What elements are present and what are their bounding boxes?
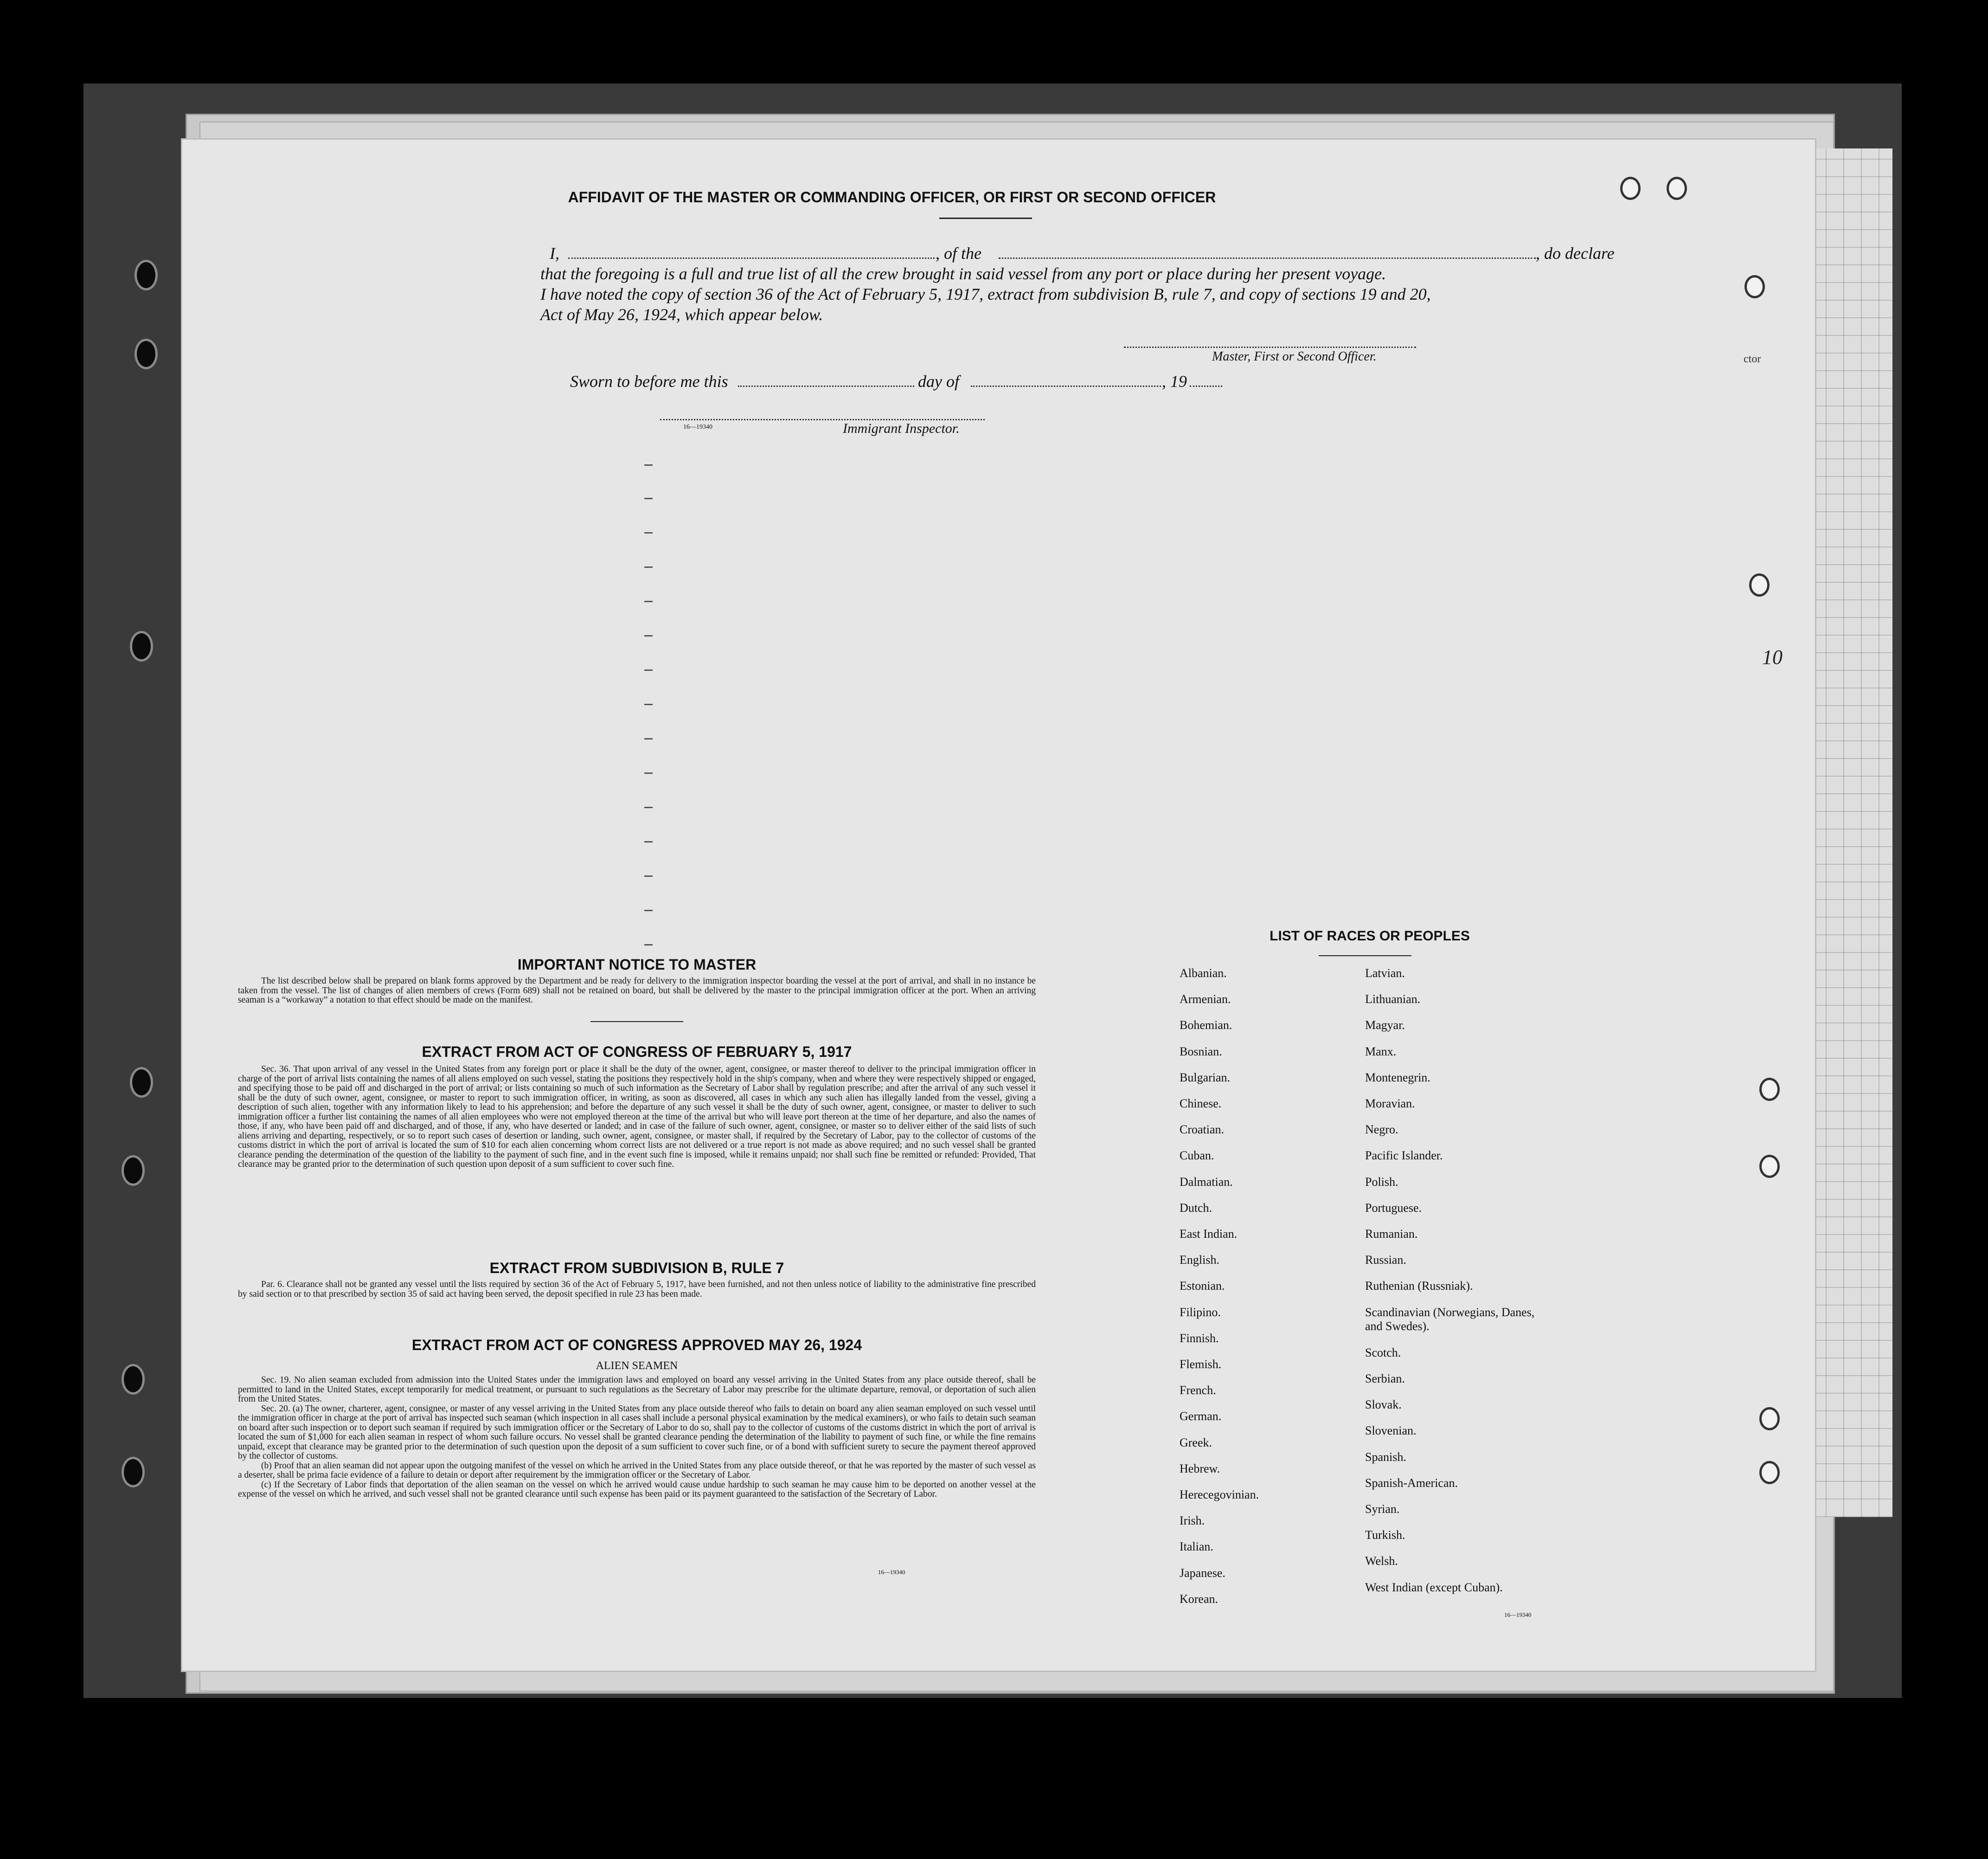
sheet-punch-hole	[1759, 1155, 1780, 1178]
race-item: German.	[1180, 1409, 1222, 1423]
notice-rule	[590, 1021, 683, 1022]
race-item: English.	[1180, 1253, 1219, 1267]
ghost-dash	[644, 464, 653, 466]
par-6-paragraph: Par. 6. Clearance shall not be granted any vessel until the lists required by section 36 of the Act of February 5, 1917, have been furnished, and not then unless notice of liability to the administrative fine prescribed by said section or to that prescribed by section 35 of said act having been served, the deposit specified in rule 23 has been made.	[238, 1280, 1036, 1299]
binder-hole	[130, 631, 153, 662]
race-item: Magyar.	[1365, 1018, 1405, 1032]
year-prefix: , 19	[1162, 372, 1187, 391]
sec-19-paragraph: Sec. 19. No alien seaman excluded from admission into the United States under the immigration laws and employed on board any vessel arriving in the United States from any place outside thereof, shall be permitted to land in the United States, except temporarily for medical treatment, or pursuant to such regulations as the Secretary of Labor may prescribe for the ultimate departure, removal, or deportation of such alien from the United States.	[238, 1375, 1036, 1404]
affidavit-title: AFFIDAVIT OF THE MASTER OR COMMANDING OFFICER, OR FIRST OR SECOND OFFICER	[568, 189, 1216, 206]
ghost-dash	[644, 772, 653, 774]
race-item: Italian.	[1180, 1540, 1213, 1554]
section-36-paragraph: Sec. 36. That upon arrival of any vessel in the United States from any foreign port or place it shall be the duty of the owner, agent, consignee, or master thereof to deliver to the principal immigration officer in charge of the port of arrival lists containing the names of all aliens employed on such vessel, stating the positions they respectively hold in the ship's company, when and where they were respectively shipped or engaged, and specifying those to be paid off and discharged in the port of arrival; or lists containing so much of such information as the Secretary of Labor shall by regulation prescribe; and after the arrival of any such vessel it shall be the duty of such owner, agent, consignee, or master to report to such immigration officer, in writing, as soon as discovered, all cases in which any such alien has illegally landed from the vessel, giving a description of such alien, together with any information likely to lead to his apprehension; and before the departure of any such vessel it shall be the duty of such owner, agent, consignee, or master to deliver to such immigration officer a further list containing the names of all alien employees who were not employed thereon at the time of the arrival but who will leave port thereon at the time of her departure, and also the names of those, if any, who have been paid off and discharged, and of those, if any, who have deserted or landed; and in case of the failure of such owner, agent, consignee, or master so to deliver either of the said lists of such aliens arriving and departing, respectively, or so to report such cases of desertion or landing, such owner, agent, consignee, or master shall, if required by the Secretary of Labor, pay to the collector of customs of the customs district in which the port of arrival is located the sum of $10 for each alien concerning whom correct lists are not delivered or a true report is not made as above required; and no such vessel shall be granted clearance pending the determination of the question of the liability to the payment of such fine, and in the event such fine is imposed, while it remains unpaid; nor shall such fine be remitted or refunded: Provided, That clearance may be granted prior to the determination of such question upon deposit of a sum sufficient to cover such fine.	[238, 1064, 1036, 1169]
notice-title: IMPORTANT NOTICE TO MASTER	[517, 956, 757, 973]
rule7-title: EXTRACT FROM SUBDIVISION B, RULE 7	[489, 1260, 784, 1276]
sworn-year-blank	[1190, 386, 1222, 387]
race-item: Polish.	[1365, 1175, 1398, 1189]
master-signature-blank	[1124, 347, 1416, 348]
sec-20c-paragraph: (c) If the Secretary of Labor finds that deportation of the alien seaman on the vessel on which he arrived would cause undue hardship to such seaman he may cause him to be deported on another vessel at the expense of the vessel on which he arrived, and such vessel shall not be granted clearance until such expense has been paid or its payment guaranteed to the satisfaction of the Secretary of Labor.	[238, 1479, 1036, 1499]
ghost-dash	[644, 601, 653, 602]
title-rule	[939, 218, 1032, 219]
binder-hole	[135, 339, 158, 369]
race-item: French.	[1180, 1383, 1216, 1397]
race-item: Dalmatian.	[1180, 1175, 1233, 1189]
binder-hole	[122, 1155, 145, 1186]
ghost-dash	[644, 635, 653, 637]
ghost-dash	[644, 738, 653, 740]
race-item: Latvian.	[1365, 966, 1405, 980]
race-item: Montenegrin.	[1365, 1070, 1430, 1084]
race-item: Syrian.	[1365, 1502, 1400, 1516]
race-item: Negro.	[1365, 1123, 1398, 1137]
sworn-month-blank	[971, 386, 1161, 387]
race-item: Moravian.	[1365, 1097, 1415, 1110]
sheet-punch-hole	[1749, 573, 1770, 597]
sheet-punch-hole	[1744, 275, 1765, 298]
race-item: East Indian.	[1180, 1227, 1238, 1241]
race-item: Japanese.	[1180, 1566, 1225, 1580]
sec-20a-paragraph: Sec. 20. (a) The owner, charterer, agent, consignee, or master of any vessel arriving in the United States from any place outside thereof who fails to detain on board any alien seaman employed on such vessel until the immigration officer in charge at the port of arrival has inspected such seaman (which inspection in all cases shall include a personal physical examination by the medical examiners), or who fails to detain such seaman on board after such inspection or to deport such seaman if required by such immigration officer or the Secretary of Labor to do so, shall pay to the collector of customs of the customs district in which the port of arrival is located the sum of $1,000 for each alien seaman in respect of whom such failure occurs. No vessel shall be granted clearance pending the determination of the liability to payment of such fine, or while the fine remains unpaid, except that clearance may be granted prior to the determination of such question upon the deposit of a sum sufficient to cover such fine, or of a bond with sufficient surety to secure the payment thereof approved by the collector of customs.	[238, 1403, 1036, 1461]
race-item: Bohemian.	[1180, 1018, 1232, 1032]
races-title: LIST OF RACES OR PEOPLES	[1270, 928, 1470, 944]
race-item: Spanish.	[1365, 1450, 1406, 1464]
race-item: Hebrew.	[1180, 1461, 1220, 1475]
notice-paragraph: The list described below shall be prepared on blank forms approved by the Department and be ready for delivery to the immigration inspector boarding the vessel at the port of arrival, and shall in no instance be taken from the vessel. The list of changes of alien members of crews (Form 689) shall not be retained on board, but shall be delivered by the master to the principal immigration officer at the port. When an arriving seaman is a “workaway” a notation to that effect should be made on the manifest.	[238, 976, 1036, 1005]
race-item: Serbian.	[1365, 1371, 1405, 1385]
race-item: Chinese.	[1180, 1097, 1222, 1110]
race-item: Herecegovinian.	[1180, 1488, 1259, 1501]
form-number: 16—19340	[683, 424, 712, 431]
ghost-dash	[644, 944, 653, 946]
race-item: Welsh.	[1365, 1554, 1398, 1568]
sec-20b-paragraph: (b) Proof that an alien seaman did not appear upon the outgoing manifest of the vessel on which he arrived in the United States from any place outside thereof, or that he was reported by the master of such vessel as a deserter, shall be prima facie evidence of a failure to detain or deport after requirement by the immigration officer or the Secretary of Labor.	[238, 1460, 1036, 1480]
master-signature-label: Master, First or Second Officer.	[1212, 349, 1377, 364]
race-item: Bulgarian.	[1180, 1070, 1231, 1084]
extract-1917-title: EXTRACT FROM ACT OF CONGRESS OF FEBRUARY 5, 1917	[422, 1043, 852, 1060]
race-item: Albanian.	[1180, 966, 1227, 980]
rule7-body	[238, 1280, 1036, 1299]
race-item: Greek.	[1180, 1435, 1212, 1449]
race-item: West Indian (except Cuban).	[1365, 1580, 1503, 1594]
extract-1924-body	[238, 1376, 1036, 1499]
race-item: Pacific Islander.	[1365, 1149, 1443, 1163]
binder-hole	[122, 1364, 145, 1395]
sworn-day-blank	[738, 386, 914, 387]
notice-body	[238, 977, 1036, 1005]
binder-hole	[130, 1067, 153, 1098]
race-item: Irish.	[1180, 1514, 1205, 1528]
ghost-dash	[644, 532, 653, 534]
races-form-number: 16—19340	[1504, 1611, 1532, 1618]
race-item: Turkish.	[1365, 1528, 1405, 1542]
extract-1924-title: EXTRACT FROM ACT OF CONGRESS APPROVED MAY 26, 1924	[411, 1337, 862, 1353]
race-item: Scotch.	[1365, 1345, 1401, 1359]
ghost-dash	[644, 566, 653, 568]
sheet-punch-hole	[1620, 177, 1641, 200]
binder-hole	[135, 260, 158, 290]
race-item: Korean.	[1180, 1592, 1218, 1606]
race-item: Armenian.	[1180, 992, 1231, 1006]
ghost-dash	[644, 875, 653, 877]
race-item: Flemish.	[1180, 1357, 1222, 1371]
ghost-dash	[644, 841, 653, 843]
race-item: Spanish-American.	[1365, 1476, 1458, 1490]
inspector-signature-blank	[660, 419, 985, 420]
race-item: Ruthenian (Russniak).	[1365, 1279, 1473, 1293]
affidavit-i: I,	[550, 244, 559, 263]
races-rule	[1319, 955, 1411, 956]
affidavit-line-3: I have noted the copy of section 36 of the Act of February 5, 1917, extract from subdivision B, rule 7, and copy of sections 19 and 20,	[540, 285, 1431, 303]
race-item: Scandinavian (Norwegians, Danes, and Swedes).	[1365, 1305, 1535, 1333]
ghost-dash	[644, 669, 653, 671]
sheet-punch-hole	[1667, 177, 1687, 200]
affidavit-line-4: Act of May 26, 1924, which appear below.	[540, 305, 823, 324]
affidavit-line-2: that the foregoing is a full and true list of all the crew brought in said vessel from any port or place during her present voyage.	[540, 264, 1386, 283]
race-item: Finnish.	[1180, 1331, 1219, 1345]
race-item: Lithuanian.	[1365, 992, 1421, 1006]
sworn-before-label: Sworn to before me this	[570, 372, 728, 391]
race-item: Bosnian.	[1180, 1044, 1222, 1058]
edge-text: ctor	[1744, 353, 1761, 365]
inspector-label: Immigrant Inspector.	[843, 421, 960, 436]
ghost-dash	[644, 498, 653, 499]
race-item: Manx.	[1365, 1044, 1397, 1058]
sheet-punch-hole	[1759, 1078, 1780, 1101]
name-blank	[568, 257, 935, 259]
race-item: Filipino.	[1180, 1305, 1221, 1319]
ghost-dash	[644, 807, 653, 808]
affidavit-of-the: , of the	[936, 244, 981, 263]
race-item: Cuban.	[1180, 1149, 1214, 1163]
race-item: Slovenian.	[1365, 1424, 1417, 1438]
vessel-blank	[999, 257, 1536, 259]
binder-hole	[122, 1457, 145, 1487]
race-item: Dutch.	[1180, 1201, 1212, 1215]
extract-form-number: 16—19340	[878, 1569, 905, 1576]
affidavit-page	[181, 138, 1816, 1672]
ghost-dash	[644, 704, 653, 705]
race-item: Croatian.	[1180, 1123, 1225, 1137]
race-item: Russian.	[1365, 1253, 1406, 1267]
ghost-dash	[644, 910, 653, 911]
sheet-punch-hole	[1759, 1407, 1780, 1430]
extract-1917-body	[238, 1065, 1036, 1170]
affidavit-declare: , do declare	[1536, 244, 1615, 263]
alien-seamen-subtitle: ALIEN SEAMEN	[596, 1360, 678, 1372]
race-item: Rumanian.	[1365, 1227, 1418, 1241]
sheet-punch-hole	[1759, 1461, 1780, 1484]
handwritten-mark: 10	[1762, 646, 1783, 669]
day-of-label: day of	[918, 372, 959, 391]
race-item: Estonian.	[1180, 1279, 1225, 1293]
race-item: Slovak.	[1365, 1398, 1402, 1412]
race-item: Portuguese.	[1365, 1201, 1422, 1215]
